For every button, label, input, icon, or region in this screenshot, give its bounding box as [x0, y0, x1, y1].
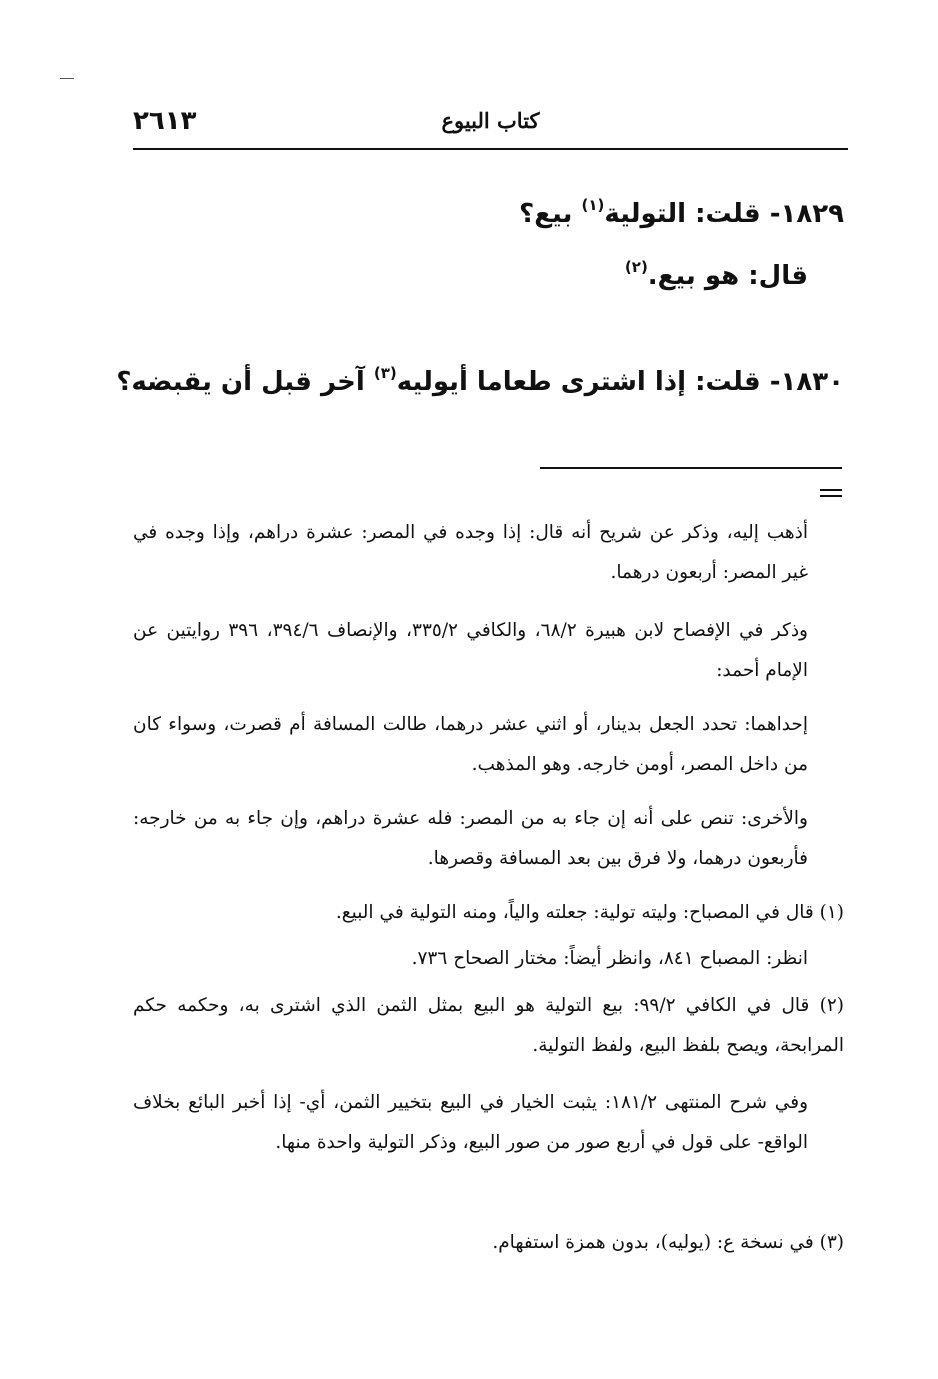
footnote-3: (٣) في نسخة ع: (يوليه)، بدون همزة استفهام.: [492, 1232, 844, 1253]
scan-mark: [60, 78, 74, 79]
footnote-1: (١) قال في المصباح: وليته تولية: جعلته والياً، ومنه التولية في البيع.: [335, 902, 844, 923]
header-rule: [133, 148, 848, 150]
footnote-continued-paragraph: أذهب إليه، وذكر عن شريح أنه قال: إذا وجده في المصر: عشرة دراهم، وإذا وجده في غير المصر: أربعون درهما.: [133, 522, 808, 583]
question-text: ١٨٢٩- قلت: التولية: [604, 199, 844, 229]
footnote-ref[interactable]: (١): [581, 196, 605, 214]
answer-1829: [625, 256, 808, 299]
footnote-ref[interactable]: (٣): [373, 364, 397, 382]
footnote-continued-paragraph: إحداهما: تحدد الجعل بدينار، أو اثني عشر درهما، طالت المسافة أم قصرت، وسواء كان من داخل المصر، أومن خارجه. وهو المذهب.: [133, 714, 808, 775]
answer-text: قال: هو بيع.: [647, 261, 808, 291]
question-text: بيع؟: [519, 199, 582, 229]
question-text: ١٨٣٠- قلت: إذا اشترى طعاما أيوليه: [396, 367, 844, 397]
question-text: آخر قبل أن يقبضه؟: [116, 367, 374, 397]
footnote-continued-paragraph: والأخرى: تنص على أنه إن جاء به من المصر: فله عشرة دراهم، وإن جاء به من خارجه: فأربعون درهما، ولا فرق بين بعد المسافة وقصرها.: [133, 808, 808, 869]
footnote-separator: [540, 467, 842, 469]
continuation-mark: [820, 489, 842, 497]
question-1830: [116, 362, 844, 405]
page-number: ٢٦١٣: [133, 106, 197, 136]
footnote-1-extra: انظر: المصباح ٨٤١، وانظر أيضاً: مختار الصحاح ٧٣٦.: [411, 948, 808, 969]
footnote-continued-paragraph: وذكر في الإفصاح لابن هبيرة ٦٨/٢، والكافي ٣٣٥/٢، والإنصاف ٣٩٤/٦، ٣٩٦ روايتين عن الإمام أحمد:: [133, 620, 808, 681]
footnote-2: (٢) قال في الكافي ٩٩/٢: بيع التولية هو البيع بمثل الثمن الذي اشترى به، وحكمه حكم المرابحة، ويصح بلفظ البيع، ولفظ التولية.: [133, 995, 844, 1056]
running-header: [133, 98, 848, 150]
book-title: كتاب البيوع: [441, 108, 540, 133]
question-1829: [519, 194, 844, 237]
footnote-2-extra: وفي شرح المنتهى ١٨١/٢: يثبت الخيار في البيع بتخيير الثمن، أي- إذا أخبر البائع بخلاف الواقع- على قول في أربع صور من صور البيع، وذكر التولية واحدة منها.: [133, 1092, 809, 1153]
footnote-ref[interactable]: (٢): [624, 258, 648, 276]
